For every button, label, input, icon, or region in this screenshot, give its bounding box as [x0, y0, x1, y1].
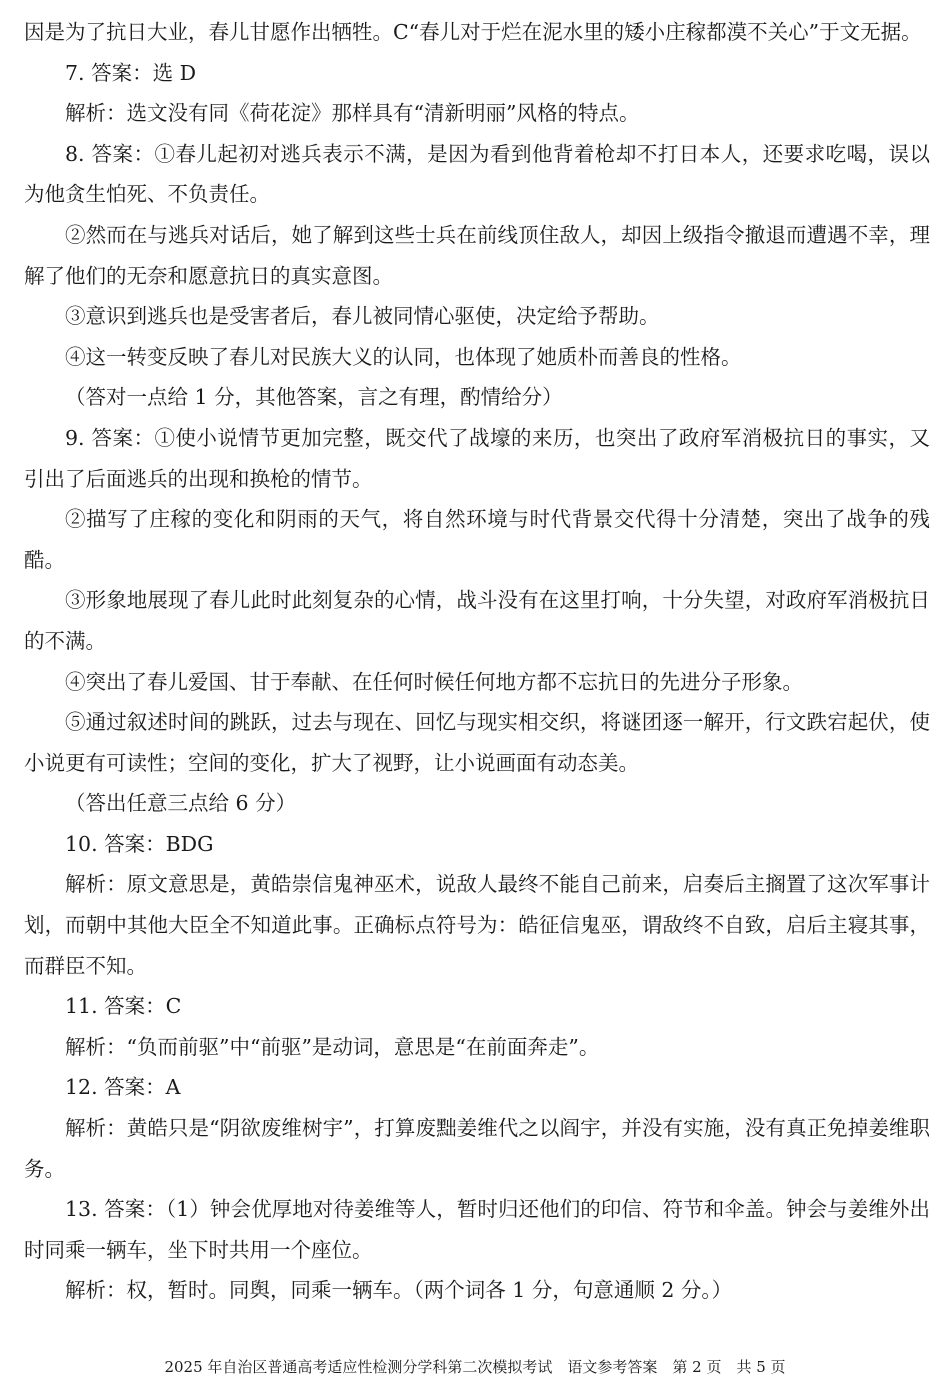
answer-12: 12. 答案：A [65, 1075, 181, 1100]
answer-9-point-4: ④突出了春儿爱国、甘于奉献、在任何时候任何地方都不忘抗日的先进分子形象。 [65, 669, 803, 694]
analysis-7: 解析：选文没有同《荷花淀》那样具有“清新明丽”风格的特点。 [65, 101, 640, 126]
analysis-13: 解析：权，暂时。同舆，同乘一辆车。（两个词各 1 分，句意通顺 2 分。） [65, 1278, 733, 1303]
answer-13: 13. 答案：（1）钟会优厚地对待姜维等人，暂时归还他们的印信、符节和伞盖。钟会与姜维外出时同乘一辆车，坐下时共用一个座位。 [24, 1197, 930, 1262]
answer-7: 7. 答案：选 D [65, 60, 197, 85]
answer-8-point-4: ④这一转变反映了春儿对民族大义的认同，也体现了她质朴而善良的性格。 [65, 344, 742, 369]
answer-9-point-1: 9. 答案：①使小说情节更加完整，既交代了战壕的来历，也突出了政府军消极抗日的事实，又引出了后面逃兵的出现和换枪的情节。 [24, 425, 930, 491]
continued-paragraph: 因是为了抗日大业，春儿甘愿作出牺牲。C“春儿对于烂在泥水里的矮小庄稼都漠不关心”于文无据。 [24, 20, 922, 44]
scoring-note-9: （答出任意三点给 6 分） [65, 791, 297, 816]
answer-8-point-1: 8. 答案：①春儿起初对逃兵表示不满，是因为看到他背着枪却不打日本人，还要求吃喝，误以为他贪生怕死、不负责任。 [24, 141, 930, 207]
answer-11: 11. 答案：C [65, 994, 182, 1019]
analysis-10: 解析：原文意思是，黄皓崇信鬼神巫术，说敌人最终不能自己前来，启奏后主搁置了这次军事计划，而朝中其他大臣全不知道此事。正确标点符号为：皓征信鬼巫，谓敌终不自致，启后主寝其事，而群臣不知。 [24, 872, 930, 978]
page-footer: 2025 年自治区普通高考适应性检测分学科第二次模拟考试 语文参考答案 第 2 页 共 5 页 [164, 1358, 786, 1376]
answer-9-point-3: ③形象地展现了春儿此时此刻复杂的心情，战斗没有在这里打响，十分失望，对政府军消极抗日的不满。 [24, 588, 930, 653]
answer-8-point-3: ③意识到逃兵也是受害者后，春儿被同情心驱使，决定给予帮助。 [65, 304, 660, 329]
answer-text-body [24, 12, 930, 1311]
answer-9-point-2: ②描写了庄稼的变化和阴雨的天气，将自然环境与时代背景交代得十分清楚，突出了战争的残酷。 [24, 507, 930, 572]
scoring-note-8: （答对一点给 1 分，其他答案，言之有理，酌情给分） [65, 385, 563, 410]
answer-8-point-2: ②然而在与逃兵对话后，她了解到这些士兵在前线顶住敌人，却因上级指令撤退而遭遇不幸，理解了他们的无奈和愿意抗日的真实意图。 [24, 222, 930, 288]
analysis-12: 解析：黄皓只是“阴欲废维树宇”，打算废黜姜维代之以阎宇，并没有实施，没有真正免掉姜维职务。 [24, 1116, 930, 1181]
answer-10: 10. 答案：BDG [65, 831, 214, 856]
analysis-11: 解析：“负而前驱”中“前驱”是动词，意思是“在前面奔走”。 [65, 1034, 600, 1059]
answer-9-point-5: ⑤通过叙述时间的跳跃，过去与现在、回忆与现实相交织，将谜团逐一解开，行文跌宕起伏，使小说更有可读性；空间的变化，扩大了视野，让小说画面有动态美。 [24, 710, 930, 775]
